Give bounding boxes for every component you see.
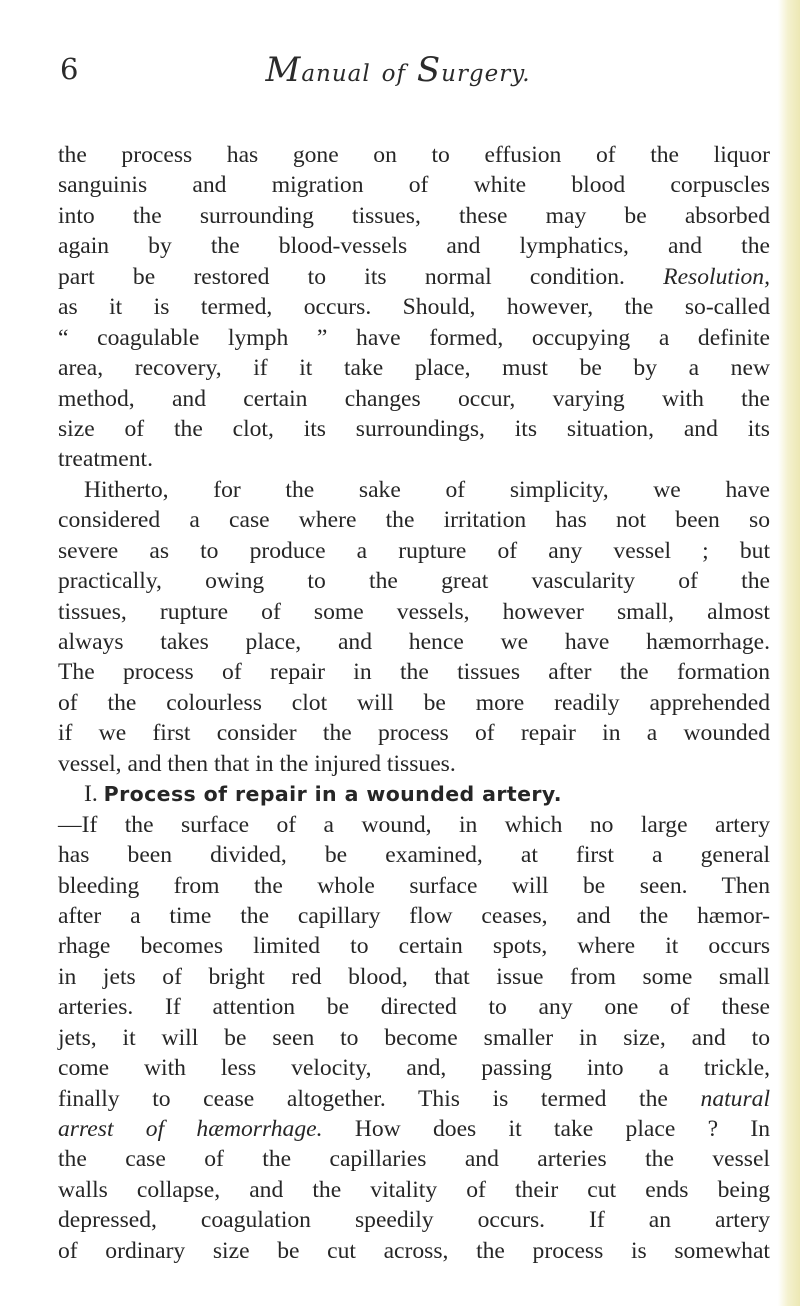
text-line: I. Process of repair in a wounded artery. xyxy=(84,781,562,808)
text-line: in jets of bright red blood, that issue from some small xyxy=(58,963,770,990)
text-line: if we first consider the process of repair in a wounded xyxy=(58,720,770,747)
text-line: —If the surface of a wound, in which no large artery xyxy=(58,811,770,838)
text-line: jets, it will be seen to become smaller in size, and to xyxy=(58,1024,770,1051)
text-line: bleeding from the whole surface will be seen. Then xyxy=(58,872,770,899)
term-arrest-of-haemorrhage: arrest of hæmorrhage. xyxy=(58,1116,323,1142)
text-line: into the surrounding tissues, these may be absorbed xyxy=(58,202,770,229)
text-line: method, and certain changes occur, varying with the xyxy=(58,385,770,412)
text-line: vessel, and then that in the injured tissues. xyxy=(58,750,456,777)
text-line: considered a case where the irritation has not been so xyxy=(58,507,770,534)
text-line: arrest of hæmorrhage. How does it take place ? In xyxy=(58,1116,770,1142)
text-line: treatment. xyxy=(58,446,153,473)
text-line: as it is termed, occurs. Should, however, the so-called xyxy=(58,294,770,321)
text-line: walls collapse, and the vitality of their cut ends being xyxy=(58,1176,770,1203)
body-text xyxy=(58,140,770,1266)
text-line: come with less velocity, and, passing into a trickle, xyxy=(58,1055,770,1082)
text-line: finally to cease altogether. This is termed the natural xyxy=(58,1085,770,1112)
text-line: the process has gone on to effusion of the liquor xyxy=(58,142,770,168)
text-line: again by the blood-vessels and lymphatics, and the xyxy=(58,233,770,260)
term-resolution: Resolution, xyxy=(663,263,770,290)
text-line: size of the clot, its surroundings, its situation, and its xyxy=(58,415,770,442)
text-line: after a time the capillary flow ceases, and the hæmor- xyxy=(58,902,770,929)
text-line: “ coagulable lymph ” have formed, occupying a definite xyxy=(58,324,770,351)
text-line: rhage becomes limited to certain spots, where it occurs xyxy=(58,933,770,960)
term-natural: natural xyxy=(700,1085,770,1112)
text-line: tissues, rupture of some vessels, however small, almost xyxy=(58,598,770,625)
page-number: 6 xyxy=(60,52,79,86)
section-heading: Process of repair in a wounded artery. xyxy=(103,782,562,807)
page-edge-shadow xyxy=(778,0,800,1306)
text-line: part be restored to its normal condition. Resolution, xyxy=(58,263,770,290)
text-line: the case of the capillaries and arteries the vessel xyxy=(58,1146,770,1173)
text-line: area, recovery, if it take place, must be by a new xyxy=(58,355,770,382)
text-line: arteries. If attention be directed to any one of these xyxy=(58,994,770,1021)
text-line: The process of repair in the tissues after the formation xyxy=(58,659,770,686)
text-line: severe as to produce a rupture of any vessel ; but xyxy=(58,537,770,564)
running-title: Manual of Surgery. xyxy=(265,50,531,90)
text-line: sanguinis and migration of white blood corpuscles xyxy=(58,172,770,199)
text-line: practically, owing to the great vascularity of the xyxy=(58,568,770,595)
text-line: of ordinary size be cut across, the process is somewhat xyxy=(58,1237,770,1264)
text-line: Hitherto, for the sake of simplicity, we have xyxy=(84,476,770,503)
text-line: always takes place, and hence we have hæmorrhage. xyxy=(58,629,770,655)
running-head xyxy=(60,50,660,94)
text-line: has been divided, be examined, at first a general xyxy=(58,842,770,869)
text-line: depressed, coagulation speedily occurs. If an artery xyxy=(58,1207,770,1234)
text-line: of the colourless clot will be more readily apprehended xyxy=(58,689,770,716)
